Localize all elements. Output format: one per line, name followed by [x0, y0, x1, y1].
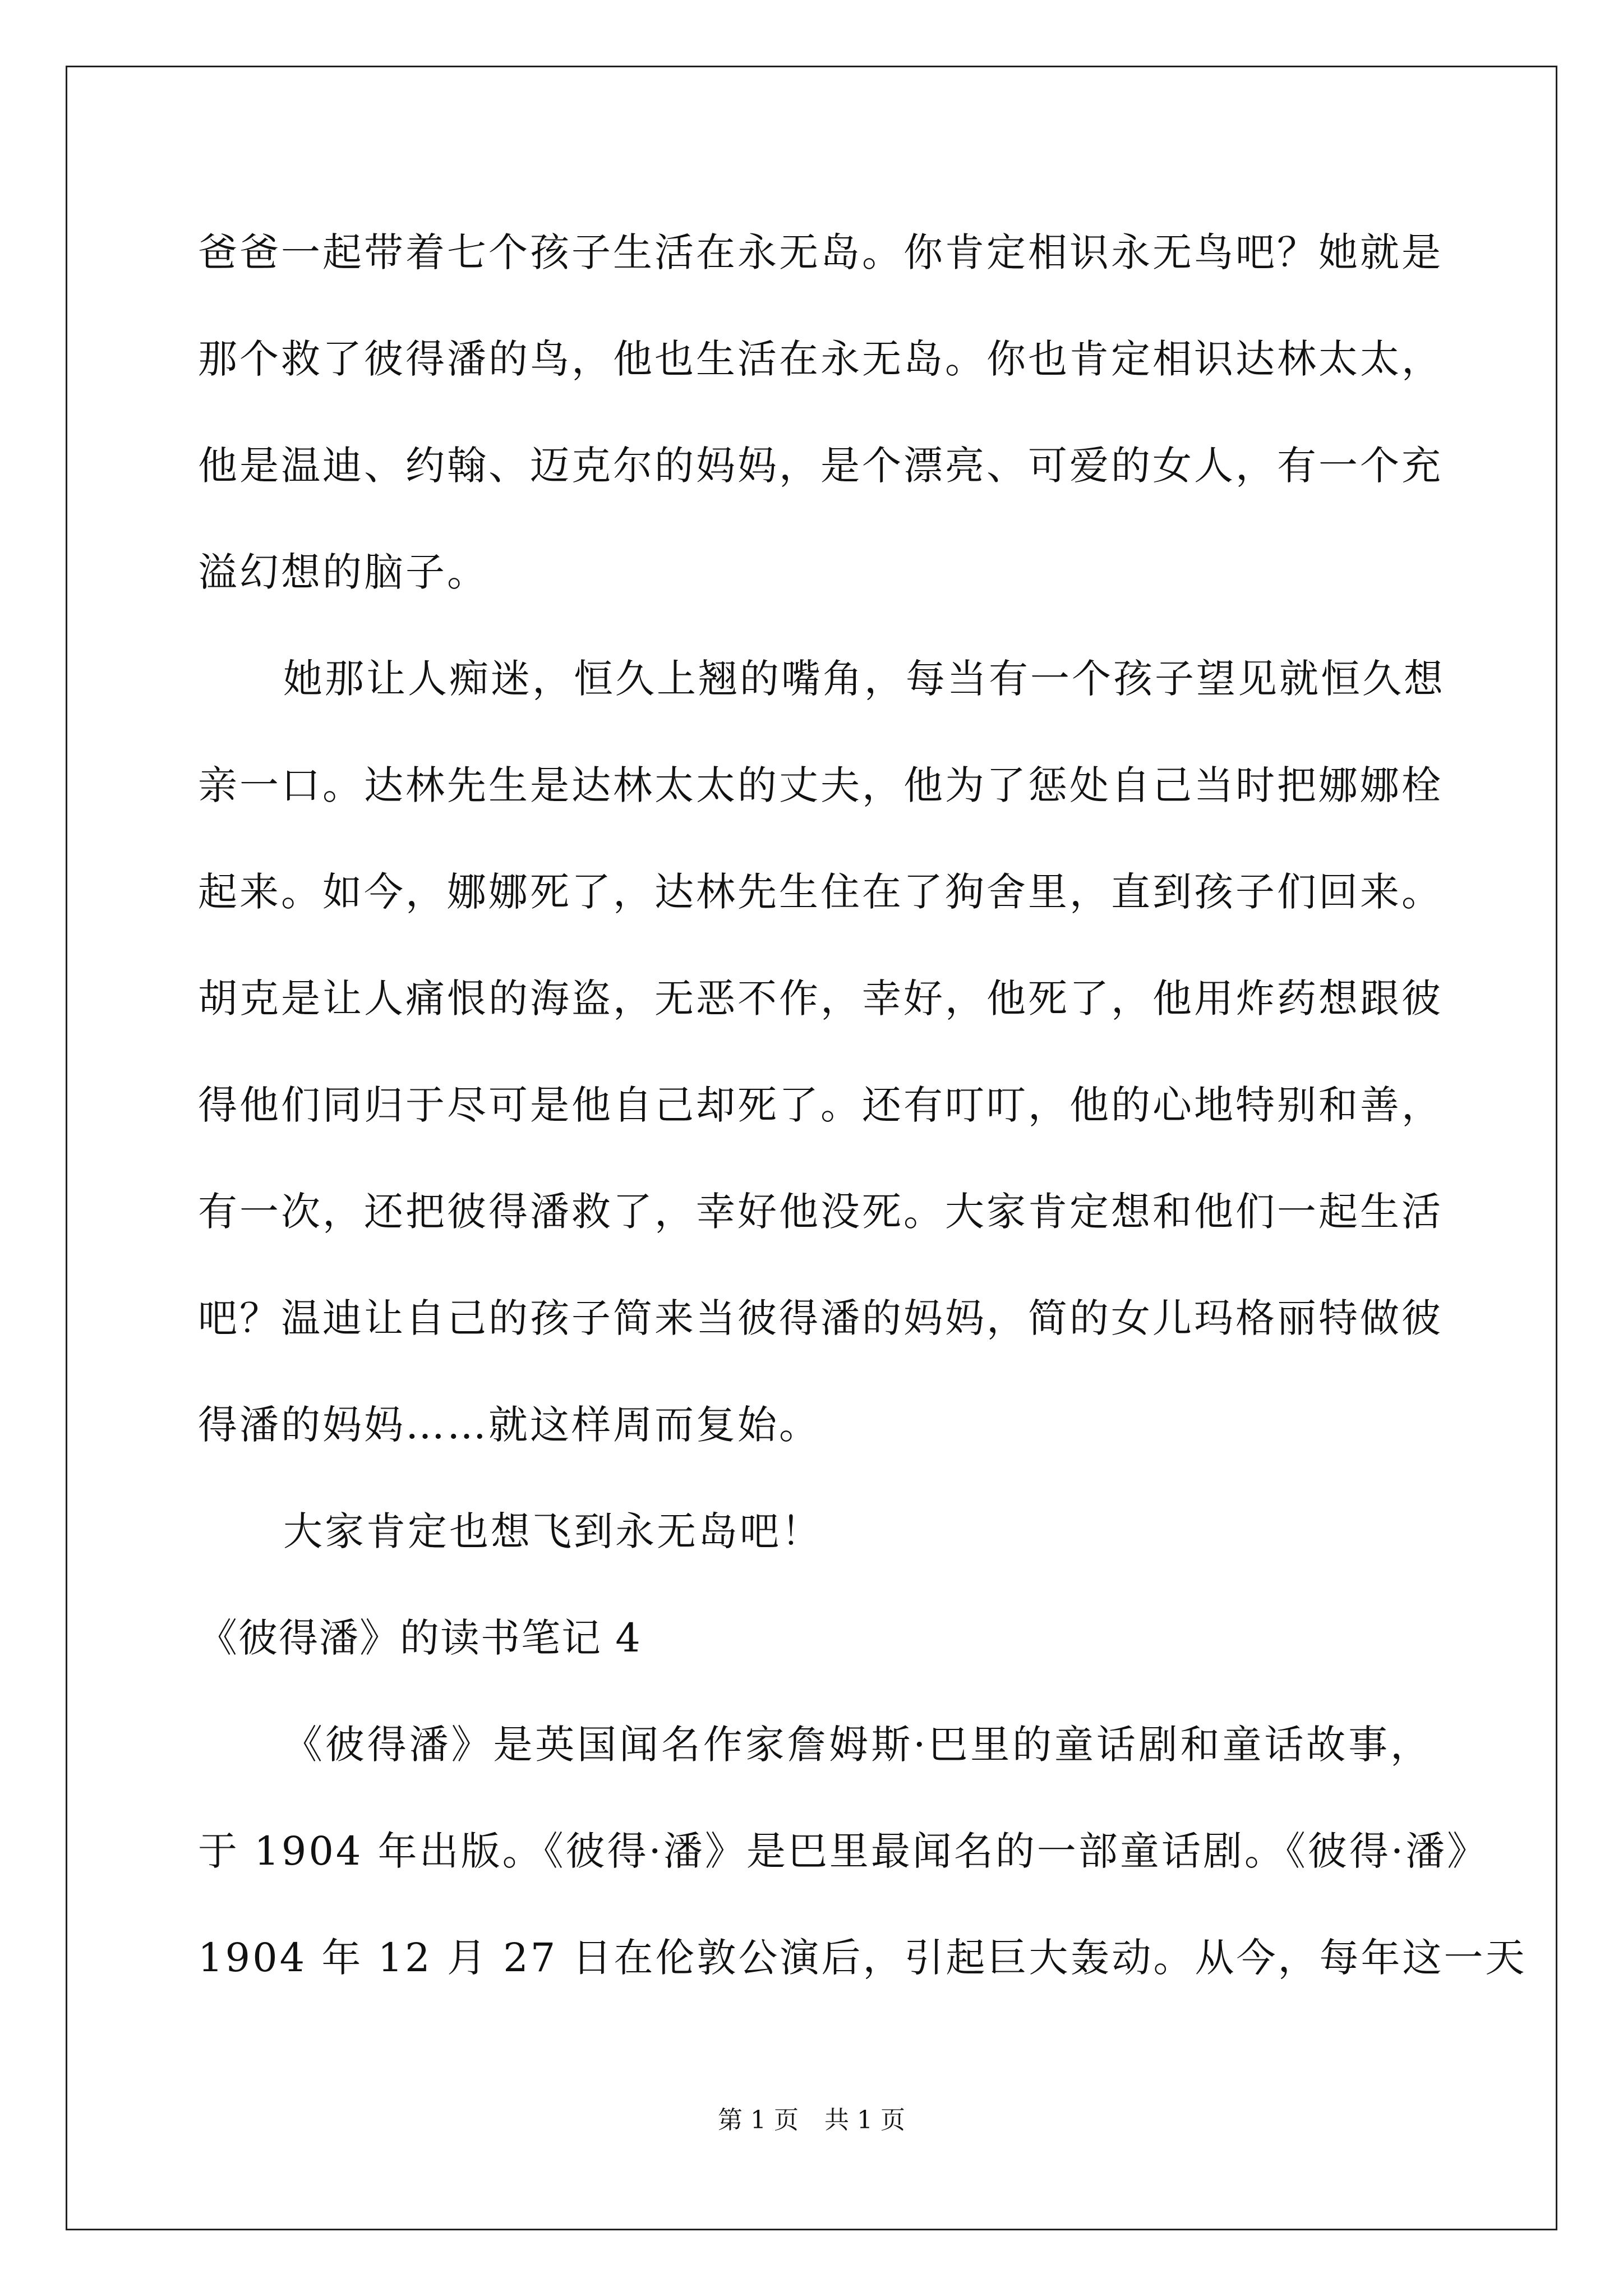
page-footer: [0, 2104, 1623, 2137]
text-line: 溢幻想的脑子。: [198, 549, 488, 595]
page-total: 共 1 页: [824, 2106, 905, 2134]
text-line: 得潘的妈妈……就这样周而复始。: [198, 1402, 820, 1448]
text-line: 亲一口。达林先生是达林太太的丈夫，他为了惩处自己当时把娜娜栓: [198, 762, 1443, 808]
text-line: 爸爸一起带着七个孩子生活在永无岛。你肯定相识永无鸟吧？她就是: [198, 229, 1443, 275]
text-line: 起来。如今，娜娜死了，达林先生住在了狗舍里，直到孩子们回来。: [198, 869, 1443, 915]
text-line: 于 1904 年出版。《彼得·潘》是巴里最闻名的一部童话剧。《彼得·潘》: [198, 1828, 1489, 1874]
text-line: 吧？温迪让自己的孩子简来当彼得潘的妈妈，简的女儿玛格丽特做彼: [198, 1295, 1443, 1341]
text-line: 他是温迪、约翰、迈克尔的妈妈，是个漂亮、可爱的女人，有一个充: [198, 443, 1443, 489]
page-number: 第 1 页: [718, 2106, 799, 2134]
text-line: 得他们同归于尽可是他自己却死了。还有叮叮，他的心地特别和善，: [198, 1082, 1443, 1128]
text-line: 《彼得潘》是英国闻名作家詹姆斯·巴里的童话剧和童话故事，: [283, 1722, 1432, 1768]
text-line: 她那让人痴迷，恒久上翘的嘴角，每当有一个孩子望见就恒久想: [283, 656, 1445, 702]
text-line: 大家肯定也想飞到永无岛吧！: [283, 1508, 823, 1554]
text-line: 胡克是让人痛恨的海盗，无恶不作，幸好，他死了，他用炸药想跟彼: [198, 976, 1443, 1022]
text-line: 1904 年 12 月 27 日在伦敦公演后，引起巨大轰动。从今，每年这一天: [198, 1935, 1527, 1981]
section-heading: 《彼得潘》的读书笔记 4: [198, 1615, 642, 1661]
document-body: [198, 199, 1527, 2011]
text-line: 那个救了彼得潘的鸟，他也生活在永无岛。你也肯定相识达林太太，: [198, 336, 1443, 382]
text-line: 有一次，还把彼得潘救了，幸好他没死。大家肯定想和他们一起生活: [198, 1189, 1443, 1235]
